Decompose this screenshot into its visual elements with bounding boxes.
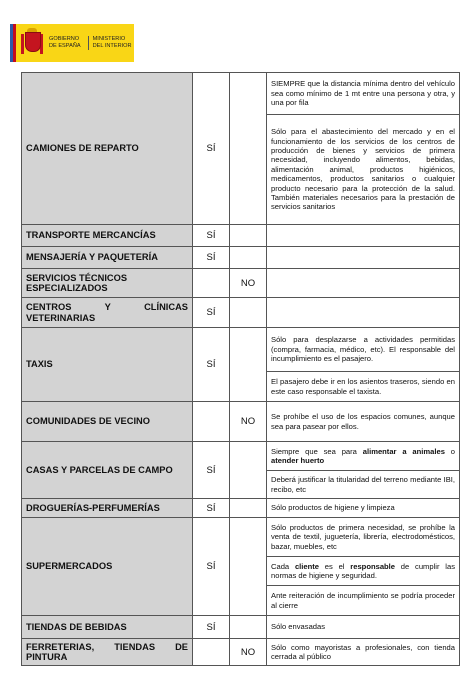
category-cell: FERRETERIAS, TIENDAS DE PINTURA [22,639,193,666]
table-row [22,73,460,115]
note-cell: Ante reiteración de incumplimiento se podría proceder al cierre [267,586,460,616]
no-cell [230,442,267,499]
table-row [22,616,460,639]
no-cell [230,73,267,225]
category-cell: CAMIONES DE REPARTO [22,73,193,225]
note-cell: SIEMPRE que la distancia mínima dentro del vehículo sea como mínimo de 1 mt entre una persona y otra, y una por fila [267,73,460,115]
note-cell: El pasajero debe ir en los asientos traseros, siendo en este caso responsable el taxista. [267,372,460,402]
table-row [22,247,460,269]
note-cell: Deberá justificar la titularidad del terreno mediante IBI, recibo, etc [267,471,460,499]
yes-cell: SÍ [193,518,230,616]
note-cell: Sólo envasadas [267,616,460,639]
yes-cell: SÍ [193,225,230,247]
coat-of-arms-icon [21,28,43,58]
no-cell [230,499,267,518]
no-cell [230,328,267,402]
yes-cell: SÍ [193,328,230,402]
category-cell: SUPERMERCADOS [22,518,193,616]
category-cell: TIENDAS DE BEBIDAS [22,616,193,639]
no-cell [230,616,267,639]
note-cell [267,298,460,328]
yes-cell: SÍ [193,616,230,639]
table-row [22,639,460,666]
category-cell: SERVICIOS TÉCNICOS ESPECIALIZADOS [22,269,193,298]
yes-cell: SÍ [193,499,230,518]
note-cell: Sólo productos de primera necesidad, se prohíbe la venta de textil, juguetería, librería, electrodomésticos, bazar, muebles, etc [267,518,460,557]
no-cell [230,298,267,328]
table-row [22,442,460,471]
ministerio-label: MINISTERIO DEL INTERIOR [88,36,132,49]
no-cell: NO [230,639,267,666]
note-cell: Siempre que sea para alimentar a animales o atender huerto [267,442,460,471]
table-row [22,328,460,372]
note-cell [267,225,460,247]
gobierno-label: GOBIERNO DE ESPAÑA [49,36,81,49]
yes-cell: SÍ [193,442,230,499]
no-cell [230,518,267,616]
note-cell: Sólo para el abastecimiento del mercado y en el funcionamiento de los servicios de los centros de producción de bienes y servicios de primera necesidad, incluyendo alimentos, bebidas, alimentación animal, productos higiénicos, medicamentos, productos sanitarios o cualquier producto necesario para la protección de la salud. También materiales necesarios para la prestación de servicios sanitarios [267,115,460,225]
category-cell: TAXIS [22,328,193,402]
activities-table [21,72,460,666]
note-cell: Sólo para desplazarse a actividades permitidas (compra, farmacia, médico, etc). El responsable del incumplimiento es el pasajero. [267,328,460,372]
note-cell: Cada cliente es el responsable de cumplir las normas de higiene y seguridad. [267,557,460,586]
note-cell: Se prohíbe el uso de los espacios comunes, aunque sea para pasear por ellos. [267,402,460,442]
note-cell: Sólo como mayoristas a profesionales, con tienda cerrada al público [267,639,460,666]
yes-cell [193,269,230,298]
no-cell [230,225,267,247]
flag-stripe-red [13,24,16,62]
table-row [22,269,460,298]
no-cell: NO [230,402,267,442]
yes-cell [193,402,230,442]
table-row [22,225,460,247]
category-cell: COMUNIDADES DE VECINO [22,402,193,442]
table-row [22,499,460,518]
note-cell [267,247,460,269]
no-cell: NO [230,269,267,298]
no-cell [230,247,267,269]
category-cell: CASAS Y PARCELAS DE CAMPO [22,442,193,499]
yes-cell: SÍ [193,298,230,328]
yes-cell: SÍ [193,247,230,269]
table-row [22,298,460,328]
category-cell: DROGUERÍAS-PERFUMERÍAS [22,499,193,518]
table-row [22,402,460,442]
category-cell: MENSAJERÍA Y PAQUETERÍA [22,247,193,269]
government-header-logo [10,24,134,62]
category-cell: CENTROS Y CLÍNICAS VETERINARIAS [22,298,193,328]
yes-cell [193,639,230,666]
yes-cell: SÍ [193,73,230,225]
note-cell: Sólo productos de higiene y limpieza [267,499,460,518]
category-cell: TRANSPORTE MERCANCÍAS [22,225,193,247]
note-cell [267,269,460,298]
table-row [22,518,460,557]
